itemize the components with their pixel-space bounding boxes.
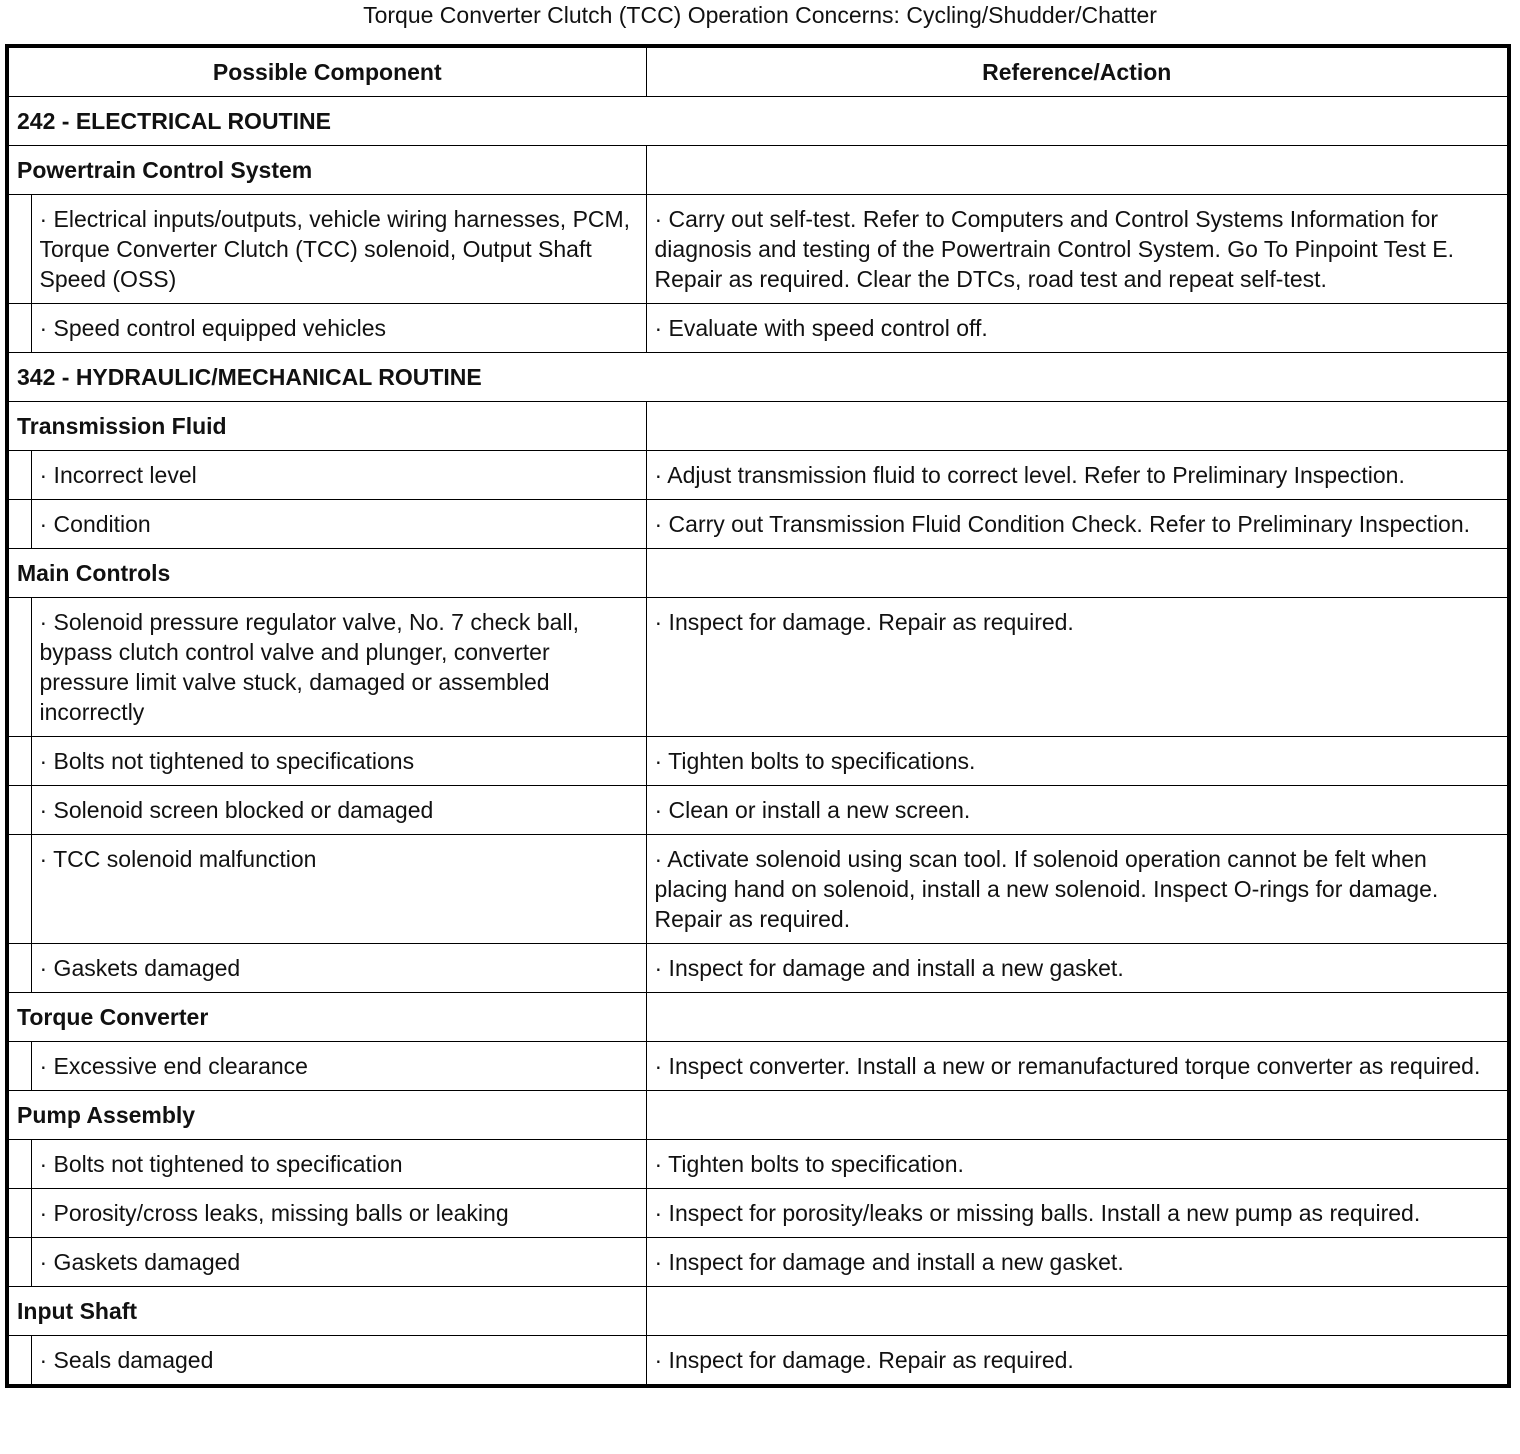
reference-cell: · Inspect for damage and install a new gasket. xyxy=(646,944,1509,993)
component-cell: · Porosity/cross leaks, missing balls or leaking xyxy=(31,1189,646,1238)
indent-cell xyxy=(7,737,31,786)
indent-cell xyxy=(7,500,31,549)
reference-cell: · Adjust transmission fluid to correct level. Refer to Preliminary Inspection. xyxy=(646,451,1509,500)
group-row xyxy=(7,549,1509,598)
table-body xyxy=(7,97,1509,1387)
indent-cell xyxy=(7,944,31,993)
table-row xyxy=(7,944,1509,993)
component-cell: · Solenoid pressure regulator valve, No. 7 check ball, bypass clutch control valve and plunger, converter pressure limit valve stuck, damaged or assembled incorrectly xyxy=(31,598,646,737)
indent-cell xyxy=(7,304,31,353)
group-row xyxy=(7,993,1509,1042)
group-row xyxy=(7,146,1509,195)
table-row xyxy=(7,598,1509,737)
group-row xyxy=(7,402,1509,451)
section-row xyxy=(7,353,1509,402)
table-row xyxy=(7,1238,1509,1287)
component-cell: · Solenoid screen blocked or damaged xyxy=(31,786,646,835)
reference-cell: · Carry out self-test. Refer to Computers and Control Systems Information for diagnosis and testing of the Powertrain Control System. Go To Pinpoint Test E. Repair as required. Clear the DTCs, road test and repeat self-test. xyxy=(646,195,1509,304)
indent-cell xyxy=(7,1238,31,1287)
section-row xyxy=(7,97,1509,146)
table-row xyxy=(7,1336,1509,1387)
reference-cell: · Inspect for damage. Repair as required. xyxy=(646,1336,1509,1387)
group-reference-empty xyxy=(646,549,1509,598)
section-title: 342 - HYDRAULIC/MECHANICAL ROUTINE xyxy=(7,353,1509,402)
table-row xyxy=(7,304,1509,353)
group-title: Input Shaft xyxy=(7,1287,646,1336)
table-row xyxy=(7,195,1509,304)
reference-cell: · Inspect for damage. Repair as required. xyxy=(646,598,1509,737)
group-row xyxy=(7,1091,1509,1140)
component-cell: · Bolts not tightened to specifications xyxy=(31,737,646,786)
reference-cell: · Inspect for damage and install a new gasket. xyxy=(646,1238,1509,1287)
indent-cell xyxy=(7,598,31,737)
reference-cell: · Activate solenoid using scan tool. If solenoid operation cannot be felt when placing hand on solenoid, install a new solenoid. Inspect O-rings for damage. Repair as required. xyxy=(646,835,1509,944)
indent-cell xyxy=(7,1140,31,1189)
table-row xyxy=(7,1042,1509,1091)
group-reference-empty xyxy=(646,402,1509,451)
reference-cell: · Tighten bolts to specifications. xyxy=(646,737,1509,786)
header-row xyxy=(7,46,1509,97)
component-cell: · Incorrect level xyxy=(31,451,646,500)
table-row xyxy=(7,835,1509,944)
group-reference-empty xyxy=(646,993,1509,1042)
indent-cell xyxy=(7,786,31,835)
table-row xyxy=(7,500,1509,549)
component-cell: · Gaskets damaged xyxy=(31,944,646,993)
section-title: 242 - ELECTRICAL ROUTINE xyxy=(7,97,1509,146)
group-reference-empty xyxy=(646,1091,1509,1140)
indent-cell xyxy=(7,1042,31,1091)
header-reference: Reference/Action xyxy=(646,46,1509,97)
indent-cell xyxy=(7,451,31,500)
indent-cell xyxy=(7,1189,31,1238)
component-cell: · TCC solenoid malfunction xyxy=(31,835,646,944)
reference-cell: · Tighten bolts to specification. xyxy=(646,1140,1509,1189)
indent-cell xyxy=(7,195,31,304)
component-cell: · Speed control equipped vehicles xyxy=(31,304,646,353)
group-reference-empty xyxy=(646,1287,1509,1336)
header-component: Possible Component xyxy=(7,46,646,97)
diagnosis-table xyxy=(5,44,1511,1388)
reference-cell: · Inspect for porosity/leaks or missing balls. Install a new pump as required. xyxy=(646,1189,1509,1238)
component-cell: · Seals damaged xyxy=(31,1336,646,1387)
table-row xyxy=(7,737,1509,786)
indent-cell xyxy=(7,1336,31,1387)
table-row xyxy=(7,451,1509,500)
group-row xyxy=(7,1287,1509,1336)
table-row xyxy=(7,1140,1509,1189)
group-title: Pump Assembly xyxy=(7,1091,646,1140)
component-cell: · Excessive end clearance xyxy=(31,1042,646,1091)
document-title: Torque Converter Clutch (TCC) Operation Concerns: Cycling/Shudder/Chatter xyxy=(363,2,1157,28)
group-title: Transmission Fluid xyxy=(7,402,646,451)
group-title: Main Controls xyxy=(7,549,646,598)
reference-cell: · Clean or install a new screen. xyxy=(646,786,1509,835)
reference-cell: · Evaluate with speed control off. xyxy=(646,304,1509,353)
group-title: Powertrain Control System xyxy=(7,146,646,195)
component-cell: · Gaskets damaged xyxy=(31,1238,646,1287)
component-cell: · Bolts not tightened to specification xyxy=(31,1140,646,1189)
group-title: Torque Converter xyxy=(7,993,646,1042)
table-row xyxy=(7,1189,1509,1238)
component-cell: · Electrical inputs/outputs, vehicle wiring harnesses, PCM, Torque Converter Clutch (TCC) solenoid, Output Shaft Speed (OSS) xyxy=(31,195,646,304)
indent-cell xyxy=(7,835,31,944)
component-cell: · Condition xyxy=(31,500,646,549)
table-row xyxy=(7,786,1509,835)
group-reference-empty xyxy=(646,146,1509,195)
reference-cell: · Carry out Transmission Fluid Condition Check. Refer to Preliminary Inspection. xyxy=(646,500,1509,549)
reference-cell: · Inspect converter. Install a new or remanufactured torque converter as required. xyxy=(646,1042,1509,1091)
